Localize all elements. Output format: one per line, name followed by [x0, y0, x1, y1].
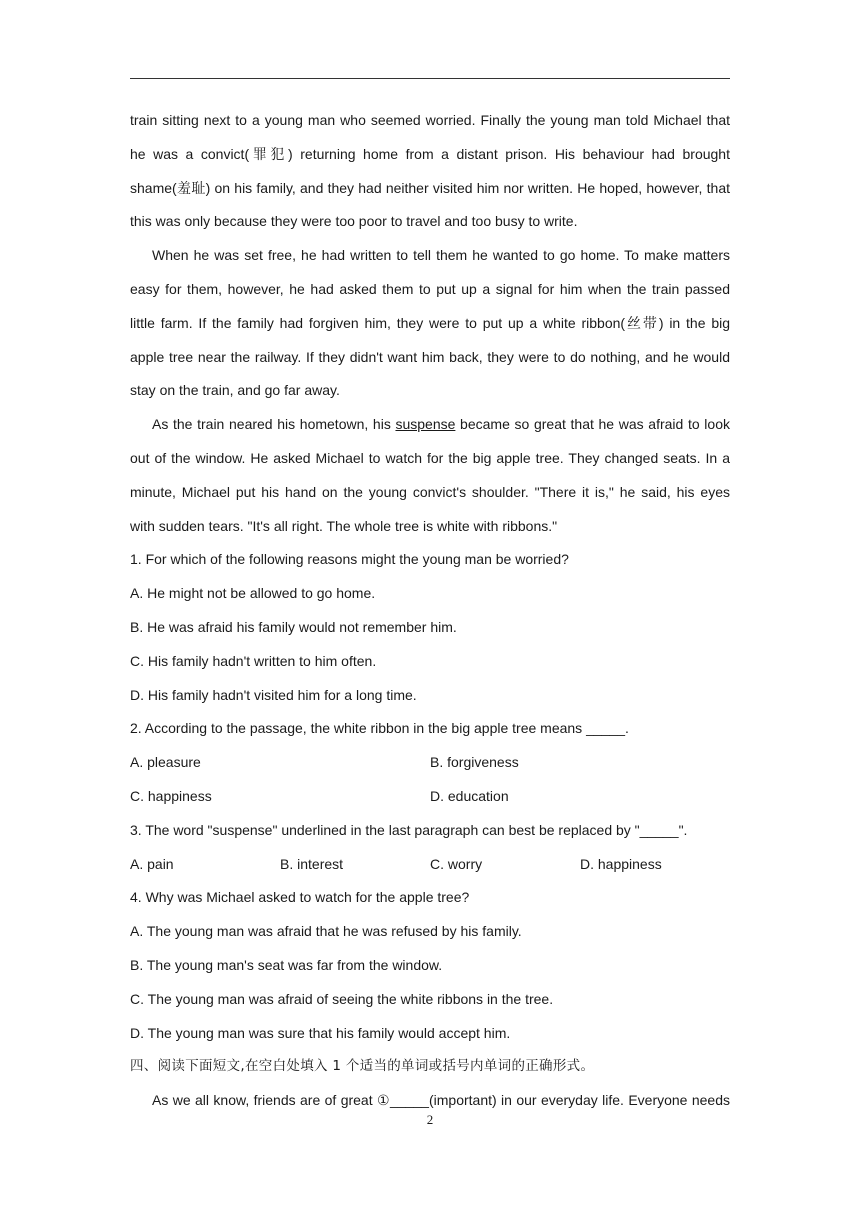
- option-d: D. happiness: [580, 855, 662, 872]
- paragraph-3: [130, 408, 730, 543]
- text-line: he was a convict(罪犯) returning home from a distant prison. His behaviour had brought: [130, 145, 730, 162]
- question-stem: 3. The word "suspense" underlined in the last paragraph can best be replaced by "_____".: [130, 821, 688, 838]
- text-line: with sudden tears. "It's all right. The whole tree is white with ribbons.": [130, 517, 558, 534]
- option-d: D. His family hadn't visited him for a long time.: [130, 686, 417, 703]
- header-rule: [130, 78, 730, 79]
- options-row: [130, 746, 730, 780]
- text-line: As we all know, friends are of great ①_____(important) in our everyday life. Everyone needs: [152, 1092, 730, 1109]
- text-span: became so great that he was afraid to look: [455, 416, 730, 433]
- text-span: As the train neared his hometown, his: [152, 416, 396, 433]
- section-4: [130, 1050, 730, 1118]
- option-c: C. worry: [430, 855, 483, 872]
- text-line: minute, Michael put his hand on the young convict's shoulder. "There it is," he said, his eyes: [130, 483, 730, 500]
- section-heading: 四、阅读下面短文,在空白处填入 1 个适当的单词或括号内单词的正确形式。: [130, 1058, 595, 1075]
- option-a: A. The young man was afraid that he was refused by his family.: [130, 923, 522, 940]
- text-line: train sitting next to a young man who seemed worried. Finally the young man told Michael that: [130, 112, 730, 128]
- text-line: easy for them, however, he had asked them to put up a signal for him when the train passed: [130, 280, 730, 297]
- question-1: [130, 543, 730, 712]
- option-b: B. He was afraid his family would not remember him.: [130, 618, 457, 635]
- underlined-word: suspense: [395, 416, 456, 433]
- option-c: C. happiness: [130, 787, 212, 804]
- option-a: A. pleasure: [130, 754, 201, 771]
- option-d: D. The young man was sure that his family would accept him.: [130, 1024, 511, 1041]
- text-line: this was only because they were too poor to travel and too busy to write.: [130, 213, 578, 230]
- question-2: [130, 712, 730, 813]
- option-c: C. The young man was afraid of seeing the white ribbons in the tree.: [130, 990, 554, 1007]
- paragraph-1: [130, 104, 730, 239]
- option-b: B. interest: [280, 855, 344, 872]
- question-3: [130, 814, 730, 882]
- text-line: shame(羞耻) on his family, and they had neither visited him nor written. He hoped, however, that: [130, 179, 730, 196]
- option-b: B. The young man's seat was far from the window.: [130, 956, 443, 973]
- page-number: 2: [426, 1112, 434, 1127]
- options-row: [130, 780, 730, 814]
- option-c: C. His family hadn't written to him often.: [130, 652, 377, 669]
- option-b: B. forgiveness: [430, 754, 519, 771]
- paragraph-2: [130, 239, 730, 408]
- options-row: [130, 848, 730, 882]
- option-a: A. pain: [130, 855, 174, 872]
- text-line: little farm. If the family had forgiven him, they were to put up a white ribbon(丝带) in the big: [130, 314, 730, 331]
- text-line: out of the window. He asked Michael to watch for the big apple tree. They changed seats. In a: [130, 449, 730, 466]
- text-line: [130, 408, 730, 442]
- option-d: D. education: [430, 787, 509, 804]
- question-stem: 2. According to the passage, the white ribbon in the big apple tree means _____.: [130, 720, 629, 737]
- text-line: stay on the train, and go far away.: [130, 382, 340, 399]
- page-content: [130, 104, 730, 1118]
- text-line: When he was set free, he had written to tell them he wanted to go home. To make matters: [152, 247, 730, 264]
- option-a: A. He might not be allowed to go home.: [130, 585, 376, 602]
- question-stem: 4. Why was Michael asked to watch for the apple tree?: [130, 889, 470, 906]
- text-line: apple tree near the railway. If they didn't want him back, they were to do nothing, and he would: [130, 348, 730, 365]
- question-stem: 1. For which of the following reasons might the young man be worried?: [130, 551, 569, 568]
- question-4: [130, 881, 730, 1050]
